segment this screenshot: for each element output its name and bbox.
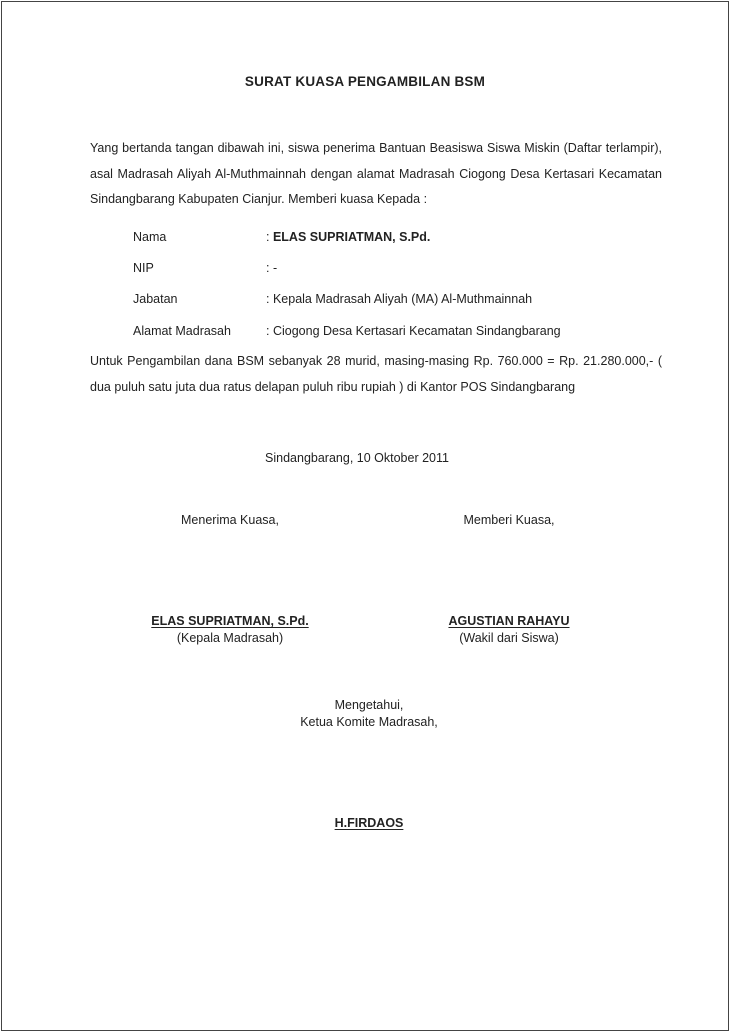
- giver-role: (Wakil dari Siswa): [459, 631, 559, 645]
- field-colon: :: [266, 261, 273, 275]
- field-value: [266, 290, 532, 308]
- field-value-text: ELAS SUPRIATMAN, S.Pd.: [272, 230, 431, 244]
- receiver-label: Menerima Kuasa,: [181, 513, 279, 527]
- place-date: Sindangbarang, 10 Oktober 2011: [265, 451, 449, 465]
- field-colon: :: [266, 324, 273, 338]
- purpose-paragraph: Untuk Pengambilan dana BSM sebanyak 28 murid, masing-masing Rp. 760.000 = Rp. 21.280.000,- ( dua puluh satu juta dua ratus delapan puluh ribu rupiah ) di Kantor POS Sindangbarang: [90, 354, 662, 394]
- field-row-alamat: [133, 322, 561, 340]
- field-colon: :: [266, 230, 273, 244]
- field-value-text: Ciogong Desa Kertasari Kecamatan Sindangbarang: [272, 324, 561, 338]
- document-title: SURAT KUASA PENGAMBILAN BSM: [244, 74, 486, 89]
- field-label: Nama: [133, 230, 167, 244]
- field-value: [266, 228, 430, 246]
- field-value: [266, 322, 561, 340]
- giver-name: AGUSTIAN RAHAYU: [448, 614, 570, 628]
- acknowledge-line2: Ketua Komite Madrasah,: [300, 715, 438, 729]
- field-value: [266, 259, 277, 277]
- receiver-role: (Kepala Madrasah): [176, 631, 284, 645]
- acknowledge-name: H.FIRDAOS: [334, 816, 404, 830]
- field-row-nip: [133, 259, 277, 277]
- field-label: NIP: [133, 261, 154, 275]
- field-value-text: Kepala Madrasah Aliyah (MA) Al-Muthmainnah: [272, 292, 533, 306]
- field-label: Alamat Madrasah: [133, 324, 231, 338]
- document-page: [1, 1, 729, 1031]
- field-label: Jabatan: [133, 292, 178, 306]
- field-colon: :: [266, 292, 273, 306]
- intro-paragraph: Yang bertanda tangan dibawah ini, siswa penerima Bantuan Beasiswa Siswa Miskin (Daftar terlampir), asal Madrasah Aliyah Al-Muthmainnah dengan alamat Madrasah Ciogong Desa Kertasari Kecamatan Sindangbarang Kabupaten Cianjur. Memberi kuasa Kepada :: [90, 141, 662, 206]
- acknowledge-line1: Mengetahui,: [334, 698, 404, 712]
- field-row-jabatan: [133, 290, 532, 308]
- field-value-text: -: [272, 261, 278, 275]
- giver-label: Memberi Kuasa,: [463, 513, 555, 527]
- field-row-nama: [133, 228, 430, 246]
- receiver-name: ELAS SUPRIATMAN, S.Pd.: [151, 614, 309, 628]
